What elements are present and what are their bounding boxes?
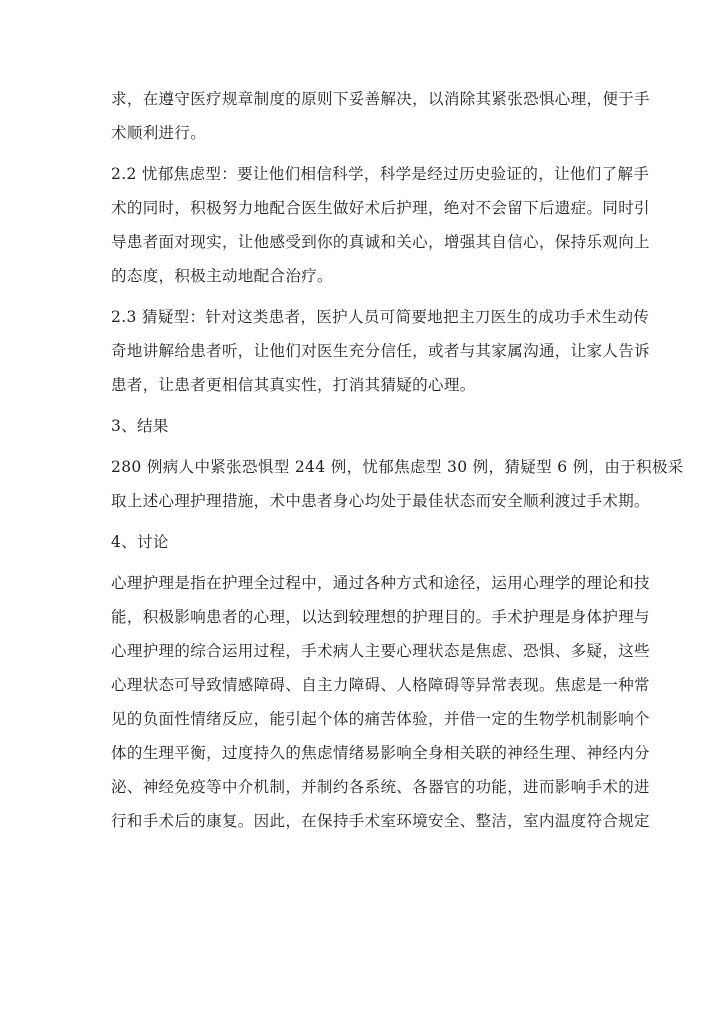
text-line: 行和手术后的康复。因此，在保持手术室环境安全、整洁，室内温度符合规定 xyxy=(111,812,650,830)
text-line: 280 例病人中紧张恐惧型 244 例，忧郁焦虑型 30 例，猜疑型 6 例，由于积极采 xyxy=(111,458,684,476)
text-line: 泌、神经免疫等中介机制，并制约各系统、各器官的功能，进而影响手术的进 xyxy=(111,778,650,796)
text-line: 患者，让患者更相信其真实性，打消其猜疑的心理。 xyxy=(111,376,476,394)
text-line: 心理护理是指在护理全过程中，通过各种方式和途径，运用心理学的理论和技 xyxy=(111,574,650,592)
text-line: 术的同时，积极努力地配合医生做好术后护理，绝对不会留下后遗症。同时引 xyxy=(111,199,650,217)
text-line: 的态度，积极主动地配合治疗。 xyxy=(111,267,333,285)
text-line: 2.2 忧郁焦虑型：要让他们相信科学，科学是经过历史验证的，让他们了解手 xyxy=(111,165,650,183)
section-heading: 4、讨论 xyxy=(111,533,169,551)
text-line: 见的负面性情绪反应，能引起个体的痛苦体验，并借一定的生物学机制影响个 xyxy=(111,710,650,728)
text-line: 2.3 猜疑型：针对这类患者，医护人员可简要地把主刀医生的成功手术生动传 xyxy=(111,308,650,326)
text-line: 求，在遵守医疗规章制度的原则下妥善解决，以消除其紧张恐惧心理，便于手 xyxy=(111,90,650,108)
section-heading: 3、结果 xyxy=(111,417,169,435)
text-line: 导患者面对现实，让他感受到你的真诚和关心，增强其自信心，保持乐观向上 xyxy=(111,233,650,251)
text-line: 术顺利进行。 xyxy=(111,124,207,142)
text-line: 体的生理平衡，过度持久的焦虑情绪易影响全身相关联的神经生理、神经内分 xyxy=(111,744,650,762)
text-line: 能，积极影响患者的心理，以达到较理想的护理目的。手术护理是身体护理与 xyxy=(111,608,650,626)
text-line: 心理护理的综合运用过程，手术病人主要心理状态是焦虑、恐惧、多疑，这些 xyxy=(111,642,650,660)
text-line: 心理状态可导致情感障碍、自主力障碍、人格障碍等异常表现。焦虑是一种常 xyxy=(111,676,650,694)
text-line: 奇地讲解给患者听，让他们对医生充分信任，或者与其家属沟通，让家人告诉 xyxy=(111,342,650,360)
text-line: 取上述心理护理措施，术中患者身心均处于最佳状态而安全顺利渡过手术期。 xyxy=(111,492,650,510)
